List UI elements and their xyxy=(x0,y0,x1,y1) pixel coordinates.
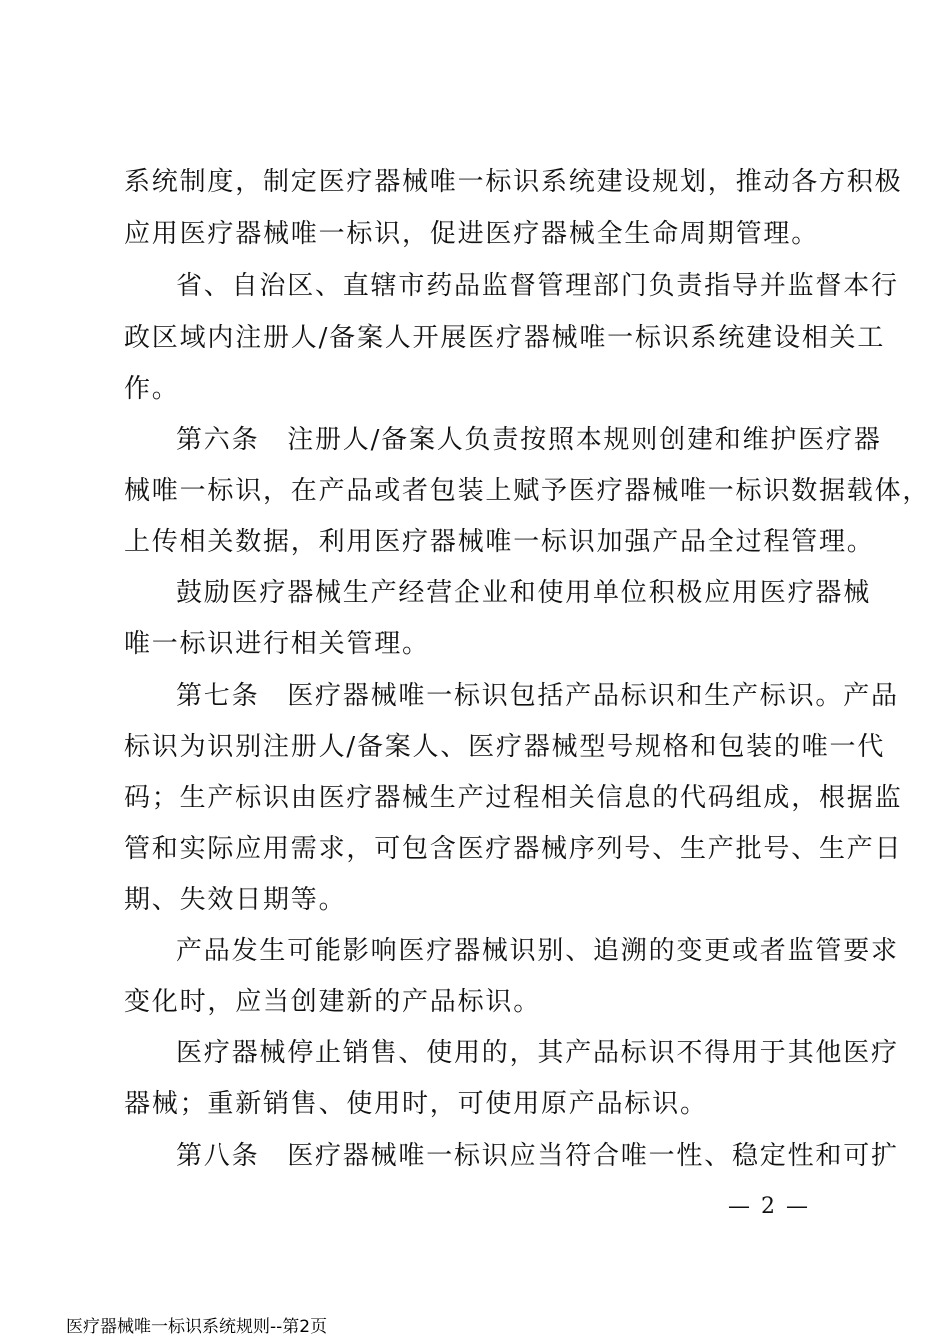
body-text-line: 产品发生可能影响医疗器械识别、追溯的变更或者监管要求 xyxy=(176,936,899,966)
body-text-line: 器械；重新销售、使用时，可使用原产品标识。 xyxy=(124,1089,708,1119)
body-text-line: 上传相关数据，利用医疗器械唯一标识加强产品全过程管理。 xyxy=(124,527,875,557)
body-text-line: 管和实际应用需求，可包含医疗器械序列号、生产批号、生产日 xyxy=(124,834,903,864)
body-text-line: 医疗器械停止销售、使用的，其产品标识不得用于其他医疗 xyxy=(176,1038,899,1068)
body-text-line: 应用医疗器械唯一标识，促进医疗器械全生命周期管理。 xyxy=(124,219,820,249)
body-text-line: 政区域内注册人/备案人开展医疗器械唯一标识系统建设相关工 xyxy=(124,323,886,353)
body-text-line: 鼓励医疗器械生产经营企业和使用单位积极应用医疗器械 xyxy=(176,578,872,608)
body-text-line: 作。 xyxy=(124,374,180,404)
body-text-line: 标识为识别注册人/备案人、医疗器械型号规格和包装的唯一代 xyxy=(124,732,886,762)
body-text-line: 系统制度，制定医疗器械唯一标识系统建设规划，推动各方积极 xyxy=(124,167,903,197)
body-text-line: 码；生产标识由医疗器械生产过程相关信息的代码组成，根据监 xyxy=(124,783,903,813)
body-text-line: 期、失效日期等。 xyxy=(124,885,347,915)
body-text-line: 唯一标识进行相关管理。 xyxy=(124,629,430,659)
body-text-line: 变化时，应当创建新的产品标识。 xyxy=(124,987,542,1017)
footer-caption: 医疗器械唯一标识系统规则--第2页 xyxy=(66,1317,328,1337)
page-number: — 2 — xyxy=(728,1194,810,1219)
body-text-line: 械唯一标识，在产品或者包装上赋予医疗器械唯一标识数据载体， xyxy=(124,476,931,506)
article-7-heading-line: 第七条 医疗器械唯一标识包括产品标识和生产标识。产品 xyxy=(176,681,899,711)
body-text-line: 省、自治区、直辖市药品监督管理部门负责指导并监督本行 xyxy=(176,271,899,301)
article-6-heading-line: 第六条 注册人/备案人负责按照本规则创建和维护医疗器 xyxy=(176,425,882,455)
article-8-heading-line: 第八条 医疗器械唯一标识应当符合唯一性、稳定性和可扩 xyxy=(176,1141,899,1171)
